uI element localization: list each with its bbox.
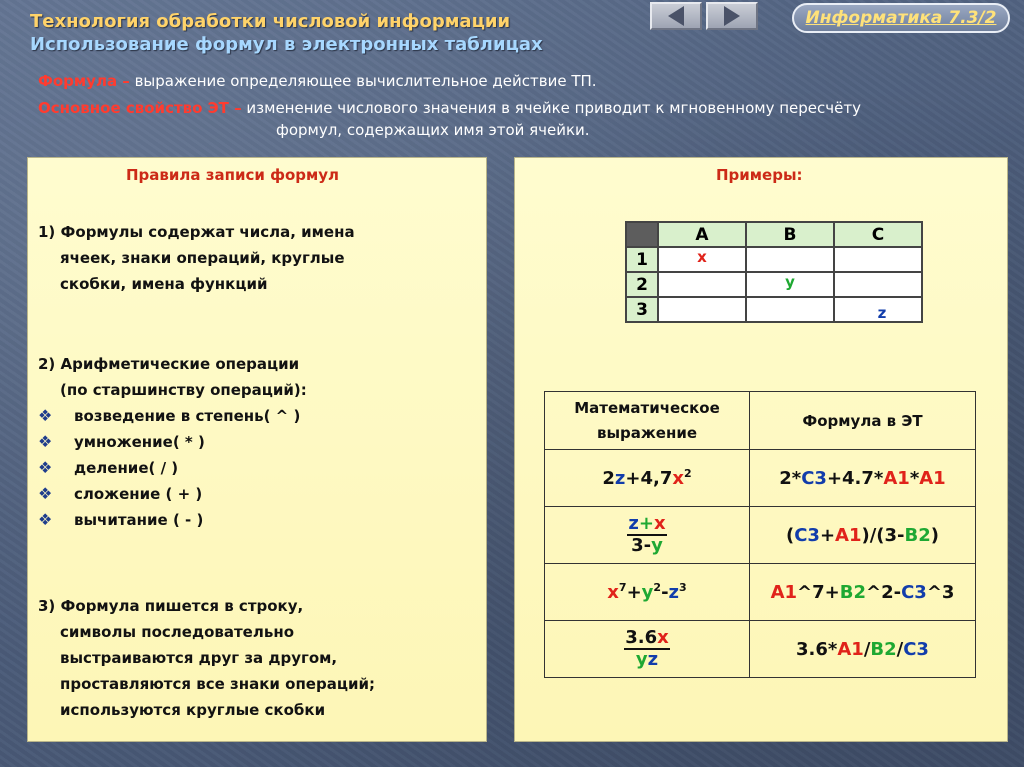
spreadsheet-formula: A1^7+B2^2-C3^3 [750, 564, 976, 621]
list-item: ❖ умножение( * ) [38, 429, 478, 455]
row-header: 2 [626, 272, 658, 297]
cell-a1 [658, 247, 746, 272]
list-item: ❖ сложение ( + ) [38, 481, 478, 507]
list-item: ❖ вычитание ( - ) [38, 507, 478, 533]
next-slide-button[interactable] [706, 2, 758, 30]
diamond-bullet-icon: ❖ [38, 432, 53, 451]
table-row [545, 450, 976, 507]
math-expression: $2z+4,7x^2$ [545, 450, 750, 507]
subject-badge-link[interactable]: Информатика 7.3/2 [792, 3, 1010, 33]
math-expression: $x^7+y^2-z^3$ [545, 564, 750, 621]
property-text-2: формул, содержащих имя этой ячейки. [276, 121, 590, 139]
cell-a2 [658, 272, 746, 297]
rule-3-line: выстраиваются друг за другом, [60, 649, 338, 667]
col-header-math: Математическое выражение [545, 392, 750, 450]
column-header: A [658, 222, 746, 247]
table-row [545, 564, 976, 621]
property-term: Основное свойство ЭТ – [38, 99, 242, 117]
cell-value: y [785, 272, 795, 291]
left-arrow-icon [668, 6, 684, 26]
rule-3-line: используются круглые скобки [60, 701, 326, 719]
diamond-bullet-icon: ❖ [38, 484, 53, 503]
spreadsheet-grid [625, 221, 923, 323]
column-header: C [834, 222, 922, 247]
property-text-1: изменение числового значения в ячейке приводит к мгновенному пересчёту [241, 99, 861, 117]
column-header: B [746, 222, 834, 247]
cell-c3 [834, 297, 922, 322]
formula-table [544, 391, 976, 678]
row-header: 1 [626, 247, 658, 272]
fraction: $\frac{3.6x}{yz}$ [625, 627, 669, 670]
cell-c2 [834, 272, 922, 297]
rule-3-line: символы последовательно [60, 623, 294, 641]
table-row [545, 621, 976, 678]
examples-title: Примеры: [716, 166, 803, 184]
formula-definition [38, 72, 597, 90]
cell-value: x [697, 247, 707, 266]
cell-value: z [877, 303, 887, 322]
rule-2-head: 2) Арифметические операции [38, 355, 300, 373]
math-expression [545, 507, 750, 564]
examples-panel [514, 157, 1008, 742]
rule-2-head: (по старшинству операций): [60, 381, 307, 399]
right-arrow-icon [724, 6, 740, 26]
slide-subtitle: Использование формул в электронных таблицах [30, 34, 543, 55]
diamond-bullet-icon: ❖ [38, 406, 53, 425]
cell-c1 [834, 247, 922, 272]
rule-3-line: 3) Формула пишется в строку, [38, 597, 304, 615]
spreadsheet-formula: 3.6*A1/B2/C3 [750, 621, 976, 678]
prev-slide-button[interactable] [650, 2, 702, 30]
fraction: $\frac{z+x}{3-y}$ [628, 513, 666, 556]
cell-b2 [746, 272, 834, 297]
row-header: 3 [626, 297, 658, 322]
formula-term: Формула – [38, 72, 130, 90]
list-item: ❖ деление( / ) [38, 455, 478, 481]
rule-3 [38, 593, 478, 723]
rule-1 [38, 219, 478, 297]
rules-panel [27, 157, 487, 742]
col-header-formula: Формула в ЭТ [750, 392, 976, 450]
spreadsheet-formula: (C3+A1)/(3-B2) [750, 507, 976, 564]
property-definition [38, 99, 861, 117]
rule-1-line: скобки, имена функций [60, 275, 268, 293]
math-expression [545, 621, 750, 678]
cell-a3 [658, 297, 746, 322]
table-row [545, 507, 976, 564]
diamond-bullet-icon: ❖ [38, 510, 53, 529]
rule-3-line: проставляются все знаки операций; [60, 675, 375, 693]
rules-title: Правила записи формул [126, 166, 340, 184]
rule-1-line: 1) Формулы содержат числа, имена [38, 223, 355, 241]
formula-text: выражение определяющее вычислительное действие ТП. [129, 72, 597, 90]
cell-b3 [746, 297, 834, 322]
rule-2 [38, 351, 478, 533]
list-item: ❖ возведение в степень( ^ ) [38, 403, 478, 429]
cell-b1 [746, 247, 834, 272]
slide-title: Технология обработки числовой информации [30, 11, 511, 32]
spreadsheet-formula: 2*C3+4.7*A1*A1 [750, 450, 976, 507]
rule-1-line: ячеек, знаки операций, круглые [60, 249, 345, 267]
diamond-bullet-icon: ❖ [38, 458, 53, 477]
grid-corner [626, 222, 658, 247]
